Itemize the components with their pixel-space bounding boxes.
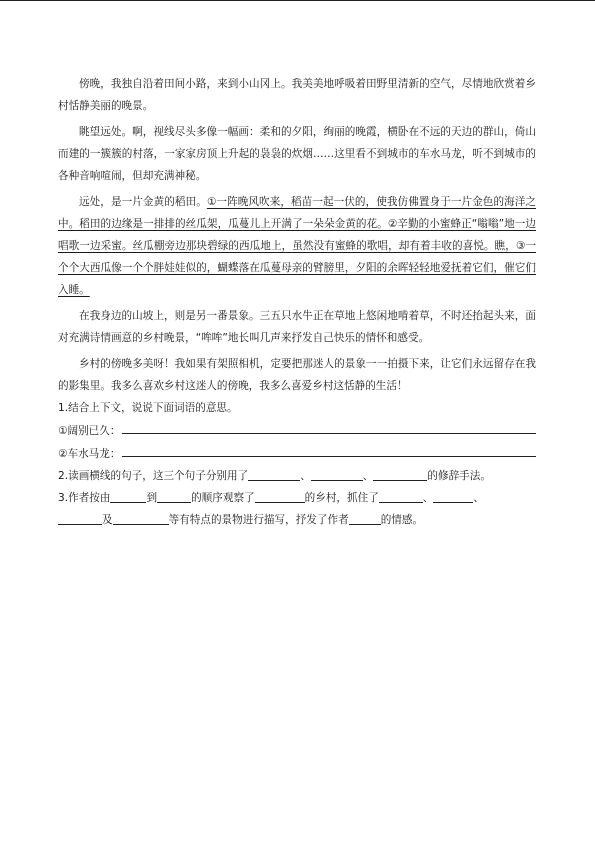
question-2-text-a: 2.读画横线的句子，这三个句子分别用了 xyxy=(58,470,249,482)
question-3-text-d: 的乡村，抓住了 xyxy=(304,492,379,504)
answer-line-1a[interactable] xyxy=(122,419,536,434)
passage-paragraph-5: 乡村的傍晚多美呀！我如果有架照相机，定要把那迷人的景象一一拍摄下来，让它们永远留存在我的影集里。我多么喜欢乡村这迷人的傍晚，我多么喜爱乡村这恬静的生活！ xyxy=(58,358,536,392)
answer-blank-3e[interactable] xyxy=(433,489,473,503)
worksheet-content xyxy=(58,73,536,531)
passage-paragraph-2: 眺望远处。啊，视线尽头多像一幅画：柔和的夕阳，绚丽的晚霞，横卧在不远的天边的群山，倚山而建的一簇簇的村落，一家家房顶上升起的袅袅的炊烟……这里看不到城市的车水马龙，听不到城市的各种音响喧闹，但却充满神秘。 xyxy=(58,126,536,182)
answer-blank-3a[interactable] xyxy=(110,489,146,503)
answer-blank-2a[interactable] xyxy=(248,467,300,481)
question-1-term-b: ②车水马龙： xyxy=(58,448,121,460)
top-border-line xyxy=(0,0,595,1)
answer-blank-3f[interactable] xyxy=(58,511,102,525)
passage-paragraph-3 xyxy=(58,191,536,301)
answer-line-1b[interactable] xyxy=(122,442,536,457)
question-2 xyxy=(58,465,536,487)
paragraph-3-lead: 远处，是一片金黄的稻田。 xyxy=(79,196,207,208)
question-3-text-b: 到 xyxy=(146,492,158,504)
answer-blank-3b[interactable] xyxy=(157,489,191,503)
question-1-item-b xyxy=(58,442,536,465)
question-3-text-e: 及 xyxy=(102,514,113,526)
passage-paragraph-4: 在我身边的山坡上，则是另一番景象。三五只水牛正在草地上悠闲地啃着草，不时还抬起头来，面对充满诗情画意的乡村晚景，“哞哞”地长叫几声来抒发自己快乐的情怀和感受。 xyxy=(58,310,536,344)
answer-blank-3h[interactable] xyxy=(349,511,381,525)
question-3-line-2 xyxy=(58,509,536,531)
question-2-sep-1: 、 xyxy=(300,470,311,482)
question-3-line-1 xyxy=(58,487,536,509)
question-2-sep-2: 、 xyxy=(362,470,374,482)
question-3-text-f: 等有特点的景物进行描写，抒发了作者 xyxy=(168,514,349,526)
answer-blank-3c[interactable] xyxy=(255,489,305,503)
answer-blank-2c[interactable] xyxy=(373,467,427,481)
answer-blank-3d[interactable] xyxy=(379,489,423,503)
question-2-text-b: 的修辞手法。 xyxy=(427,470,491,482)
question-3-sep-2: 、 xyxy=(473,492,484,504)
question-1: 1.结合上下文，说说下面词语的意思。 xyxy=(58,402,238,414)
question-3-text-c: 的顺序观察了 xyxy=(191,492,255,504)
question-3-text-a: 3.作者按由 xyxy=(58,492,111,504)
question-3-sep-1: 、 xyxy=(422,492,434,504)
question-1-term-a: ①阔别已久： xyxy=(58,425,121,437)
passage-paragraph-1: 傍晚，我独自沿着田间小路，来到小山冈上。我美美地呼吸着田野里清新的空气，尽情地欣赏着乡村恬静美丽的晚景。 xyxy=(58,78,536,112)
question-1-item-a xyxy=(58,419,536,442)
underlined-sentences: ①一阵晚风吹来，稻苗一起一伏的，使我仿佛置身于一片金色的海洋之中。稻田的边缘是一排排的丝瓜架，瓜蔓儿上开满了一朵朵金黄的花。②辛勤的小蜜蜂正“嗡嗡”地一边唱歌一边采蜜。丝瓜棚旁边那块碧绿的西瓜地上，虽然没有蜜蜂的歌唱，却有着丰收的喜悦。瞧，③一个个大西瓜像一个个胖娃娃似的，蝴蝶落在瓜蔓母亲的臂膀里，夕阳的余晖轻轻地爱抚着它们，催它们入睡。 xyxy=(58,196,536,296)
answer-blank-3g[interactable] xyxy=(113,511,169,525)
question-3-text-g: 的情感。 xyxy=(380,514,424,526)
answer-blank-2b[interactable] xyxy=(311,467,363,481)
